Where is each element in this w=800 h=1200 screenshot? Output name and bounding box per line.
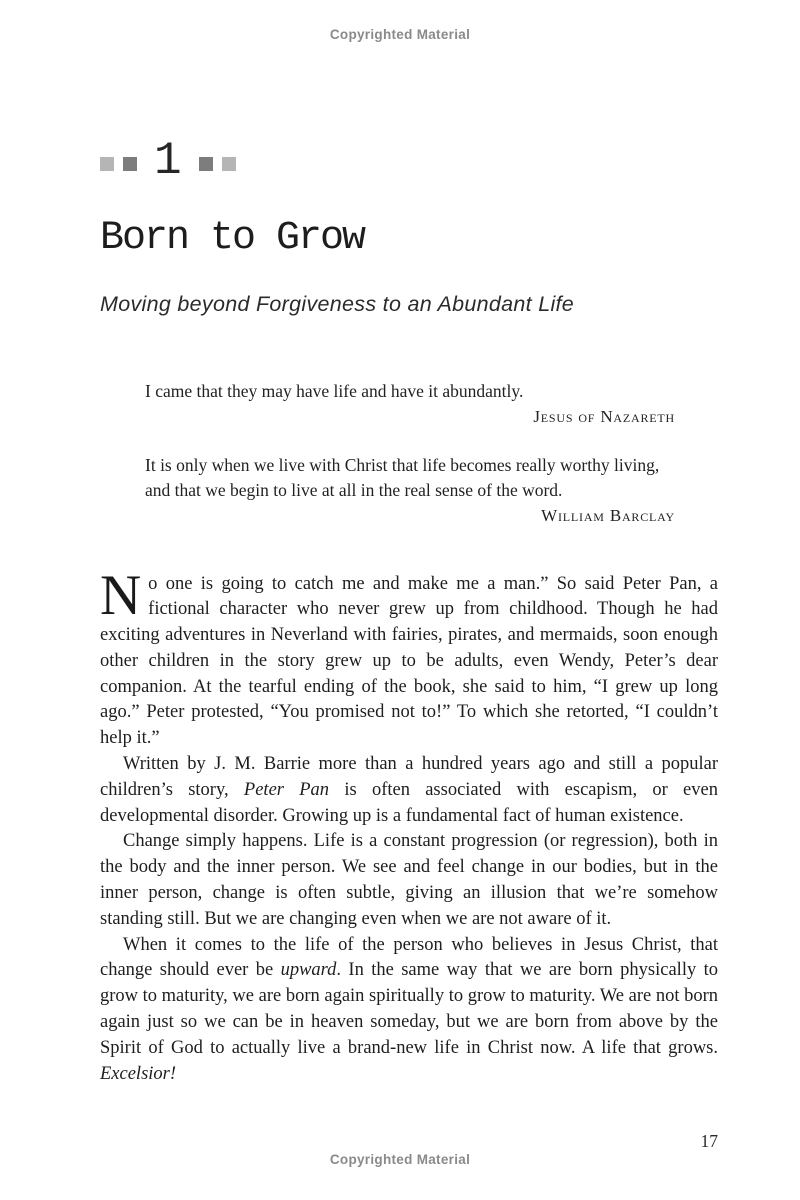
chapter-marker xyxy=(100,135,718,187)
italic-text: Excelsior! xyxy=(100,1063,177,1084)
decorative-square-icon xyxy=(199,157,213,171)
copyright-notice-top: Copyrighted Material xyxy=(329,27,471,42)
decorative-square-icon xyxy=(222,157,236,171)
body-paragraph xyxy=(100,829,718,932)
paragraph-text: When it comes to the life of the person who believes in Jesus Christ, that change should ever be xyxy=(100,934,718,981)
italic-text: upward xyxy=(280,960,337,981)
epigraphs xyxy=(100,379,718,526)
epigraph-attribution: Jesus of Nazareth xyxy=(533,406,675,426)
italic-text: Peter Pan xyxy=(243,779,330,800)
chapter-number: 1 xyxy=(154,135,182,187)
paragraph-text: Written by J. M. Barrie more than a hundred years ago and still a popular children’s story, xyxy=(100,754,718,800)
body-text xyxy=(100,563,718,1088)
body-paragraph xyxy=(100,752,718,829)
paragraph-text: is often associated with escapism, or even developmental disorder. Growing up is a fundamental fact of human existence. xyxy=(100,779,718,826)
body-paragraph xyxy=(100,563,718,753)
epigraph xyxy=(145,453,675,526)
page-number: 17 xyxy=(700,1131,718,1151)
page-content xyxy=(100,0,718,1087)
epigraph-attribution: William Barclay xyxy=(541,505,675,525)
decorative-square-icon xyxy=(100,157,114,171)
body-paragraph xyxy=(100,933,718,1088)
chapter-subtitle: Moving beyond Forgiveness to an Abundant Life xyxy=(100,292,575,316)
drop-cap: N xyxy=(100,563,142,627)
chapter-title: Born to Grow xyxy=(100,216,365,261)
copyright-notice-bottom: Copyrighted Material xyxy=(329,1152,471,1167)
paragraph-text: Change simply happens. Life is a constant progression (or regression), both in the body and the inner person. We see and feel change in our bodies, but in the inner person, change is often subtle, giving an illusion that we’re somehow standing still. But we are changing even when we are not aware of it. xyxy=(100,831,718,929)
paragraph-text: o one is going to catch me and make me a man.” So said Peter Pan, a fictional character who never grew up from childhood. Though he had exciting adventures in Neverland with fairies, pirates, and mermaids, soon enough other children in the story grew up to be adults, even Wendy, Peter’s dear companion. At the tearful ending of the book, she said to him, “I grew up long ago.” Peter protested, “You promised not to!” To which she retorted, “I couldn’t help it.” xyxy=(100,573,718,749)
epigraph-text: I came that they may have life and have it abundantly. xyxy=(145,381,524,401)
epigraph xyxy=(145,379,675,427)
decorative-square-icon xyxy=(123,157,137,171)
paragraph-text: . In the same way that we are born physically to grow to maturity, we are born again spiritually to grow to maturity. We are not born again just so we can be in heaven someday, but we are born from above by the Spirit of God to actually live a brand-new life in Christ now. A life that grows. xyxy=(100,960,718,1058)
epigraph-text: It is only when we live with Christ that life becomes really worthy living, and that we begin to live at all in the real sense of the word. xyxy=(145,454,660,500)
